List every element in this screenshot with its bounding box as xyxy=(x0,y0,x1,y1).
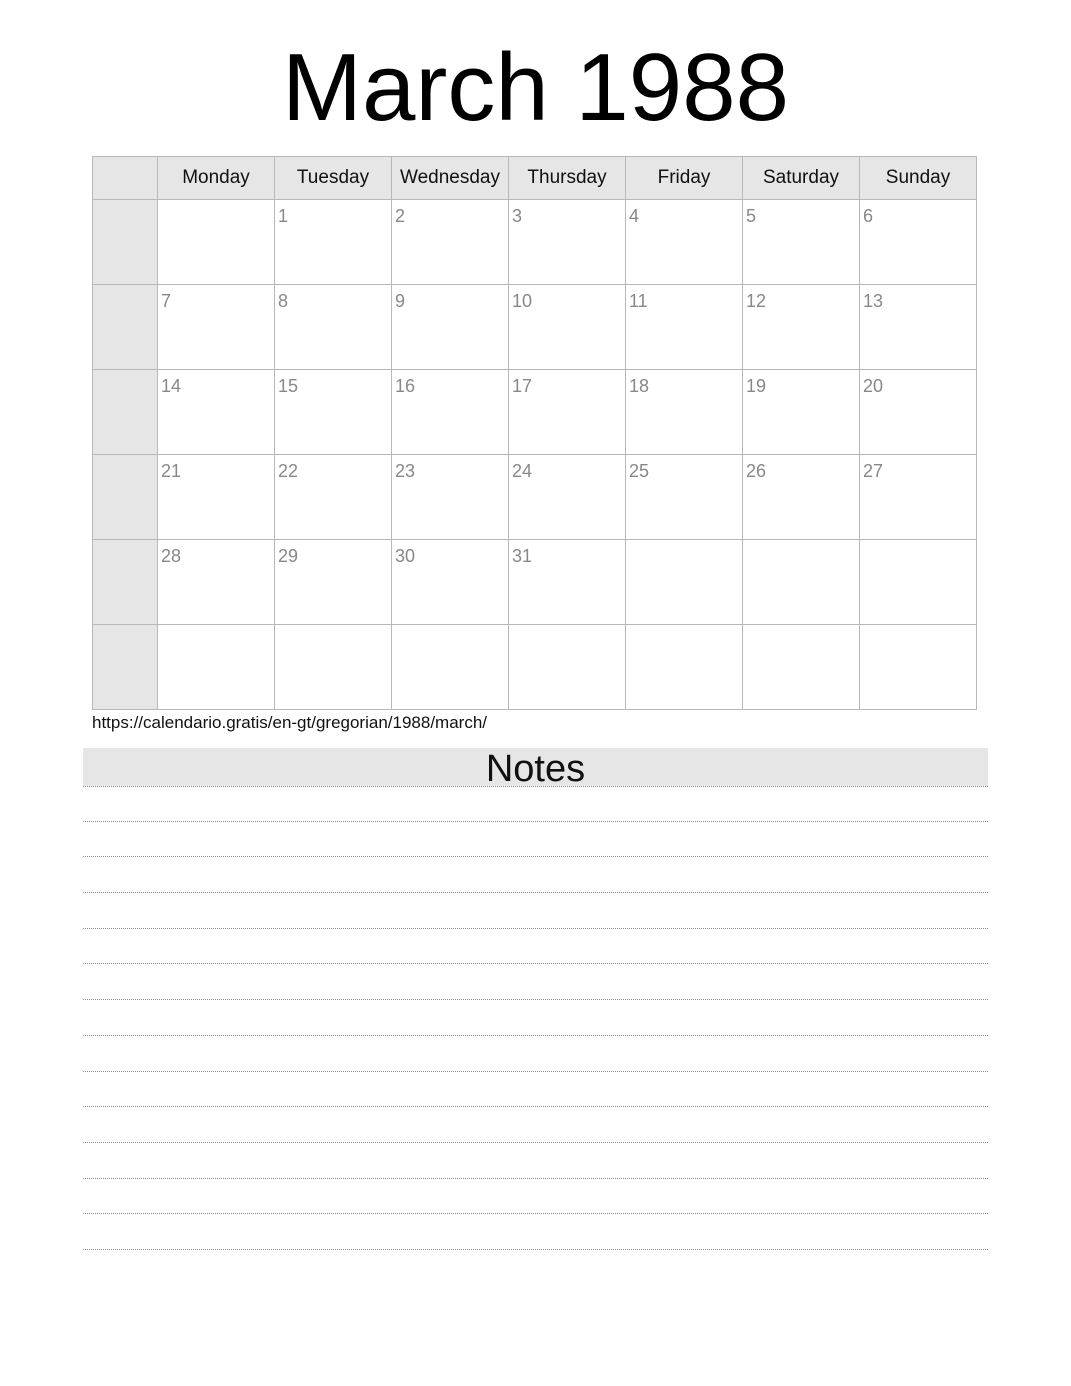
day-number: 13 xyxy=(863,291,884,311)
day-number: 30 xyxy=(395,546,416,566)
day-number xyxy=(392,635,395,641)
day-number xyxy=(626,550,629,556)
day-cell xyxy=(275,285,392,370)
note-line[interactable] xyxy=(83,1143,988,1179)
day-number xyxy=(509,635,512,641)
day-number: 14 xyxy=(161,376,182,396)
day-number: 25 xyxy=(629,461,650,481)
day-cell xyxy=(743,370,860,455)
day-cell xyxy=(626,455,743,540)
note-line[interactable] xyxy=(83,1179,988,1215)
day-number: 22 xyxy=(278,461,299,481)
day-cell xyxy=(743,285,860,370)
day-cell xyxy=(860,200,977,285)
week-number-cell xyxy=(93,625,158,710)
day-number: 4 xyxy=(629,206,640,226)
day-cell xyxy=(509,285,626,370)
note-line[interactable] xyxy=(83,822,988,858)
day-number: 10 xyxy=(512,291,533,311)
day-number: 5 xyxy=(746,206,757,226)
note-line[interactable] xyxy=(83,929,988,965)
day-number: 16 xyxy=(395,376,416,396)
day-cell xyxy=(275,370,392,455)
calendar-grid xyxy=(92,156,977,710)
day-number: 2 xyxy=(395,206,406,226)
week-number-cell xyxy=(93,370,158,455)
notes-lines xyxy=(83,786,988,1250)
note-line[interactable] xyxy=(83,893,988,929)
day-number: 3 xyxy=(512,206,523,226)
week-number-cell xyxy=(93,455,158,540)
weekday-sunday: Sunday xyxy=(860,157,977,200)
day-cell xyxy=(743,625,860,710)
notes-heading: Notes xyxy=(83,748,988,786)
day-cell xyxy=(860,370,977,455)
note-line[interactable] xyxy=(83,786,988,822)
day-number xyxy=(275,635,278,641)
week-row xyxy=(93,625,977,710)
day-number: 7 xyxy=(161,291,172,311)
day-cell xyxy=(275,540,392,625)
note-line[interactable] xyxy=(83,1072,988,1108)
day-cell xyxy=(275,625,392,710)
day-number: 29 xyxy=(278,546,299,566)
day-cell xyxy=(509,540,626,625)
day-cell xyxy=(743,540,860,625)
weekday-header-row xyxy=(93,157,977,200)
day-cell xyxy=(860,625,977,710)
note-line[interactable] xyxy=(83,1214,988,1250)
weekday-thursday: Thursday xyxy=(509,157,626,200)
day-number: 1 xyxy=(278,206,289,226)
week-row xyxy=(93,455,977,540)
day-number: 6 xyxy=(863,206,874,226)
day-cell xyxy=(392,455,509,540)
day-number xyxy=(860,550,863,556)
day-number: 19 xyxy=(746,376,767,396)
week-number-header xyxy=(93,157,158,200)
calendar-title: March 1988 xyxy=(282,34,789,141)
note-line[interactable] xyxy=(83,1000,988,1036)
day-number: 11 xyxy=(629,291,648,311)
day-number xyxy=(158,635,161,641)
week-number-cell xyxy=(93,540,158,625)
week-row xyxy=(93,285,977,370)
day-cell xyxy=(509,200,626,285)
week-row xyxy=(93,370,977,455)
day-cell xyxy=(392,370,509,455)
day-number: 28 xyxy=(161,546,182,566)
note-line[interactable] xyxy=(83,857,988,893)
day-cell xyxy=(392,200,509,285)
day-number xyxy=(626,635,629,641)
day-cell xyxy=(626,285,743,370)
note-line[interactable] xyxy=(83,1036,988,1072)
day-cell xyxy=(392,625,509,710)
week-row xyxy=(93,200,977,285)
day-number: 21 xyxy=(161,461,182,481)
day-cell xyxy=(509,625,626,710)
weekday-wednesday: Wednesday xyxy=(392,157,509,200)
day-cell xyxy=(158,200,275,285)
day-cell xyxy=(158,455,275,540)
day-number: 18 xyxy=(629,376,650,396)
weekday-monday: Monday xyxy=(158,157,275,200)
day-cell xyxy=(275,455,392,540)
day-cell xyxy=(743,455,860,540)
day-cell xyxy=(626,540,743,625)
day-number xyxy=(743,550,746,556)
note-line[interactable] xyxy=(83,964,988,1000)
day-number: 20 xyxy=(863,376,884,396)
day-cell xyxy=(509,370,626,455)
note-line[interactable] xyxy=(83,1107,988,1143)
day-number: 27 xyxy=(863,461,884,481)
day-cell xyxy=(158,625,275,710)
day-cell xyxy=(626,200,743,285)
week-number-cell xyxy=(93,285,158,370)
day-number xyxy=(860,635,863,641)
day-number: 24 xyxy=(512,461,533,481)
day-number: 12 xyxy=(746,291,767,311)
day-number: 17 xyxy=(512,376,533,396)
week-number-cell xyxy=(93,200,158,285)
week-row xyxy=(93,540,977,625)
day-cell xyxy=(860,455,977,540)
day-cell xyxy=(158,370,275,455)
day-cell xyxy=(860,540,977,625)
day-cell xyxy=(275,200,392,285)
day-cell xyxy=(392,285,509,370)
day-cell xyxy=(158,285,275,370)
day-cell xyxy=(860,285,977,370)
day-cell xyxy=(509,455,626,540)
day-number: 26 xyxy=(746,461,767,481)
day-number xyxy=(743,635,746,641)
day-cell xyxy=(158,540,275,625)
weekday-saturday: Saturday xyxy=(743,157,860,200)
weekday-friday: Friday xyxy=(626,157,743,200)
day-cell xyxy=(626,370,743,455)
weekday-tuesday: Tuesday xyxy=(275,157,392,200)
day-cell xyxy=(392,540,509,625)
day-number: 8 xyxy=(278,291,289,311)
source-url[interactable]: https://calendario.gratis/en-gt/gregorian/1988/march/ xyxy=(92,713,488,732)
day-number: 9 xyxy=(395,291,406,311)
day-number: 15 xyxy=(278,376,299,396)
day-cell xyxy=(626,625,743,710)
day-number xyxy=(158,210,161,216)
day-number: 31 xyxy=(512,546,533,566)
day-cell xyxy=(743,200,860,285)
day-number: 23 xyxy=(395,461,416,481)
